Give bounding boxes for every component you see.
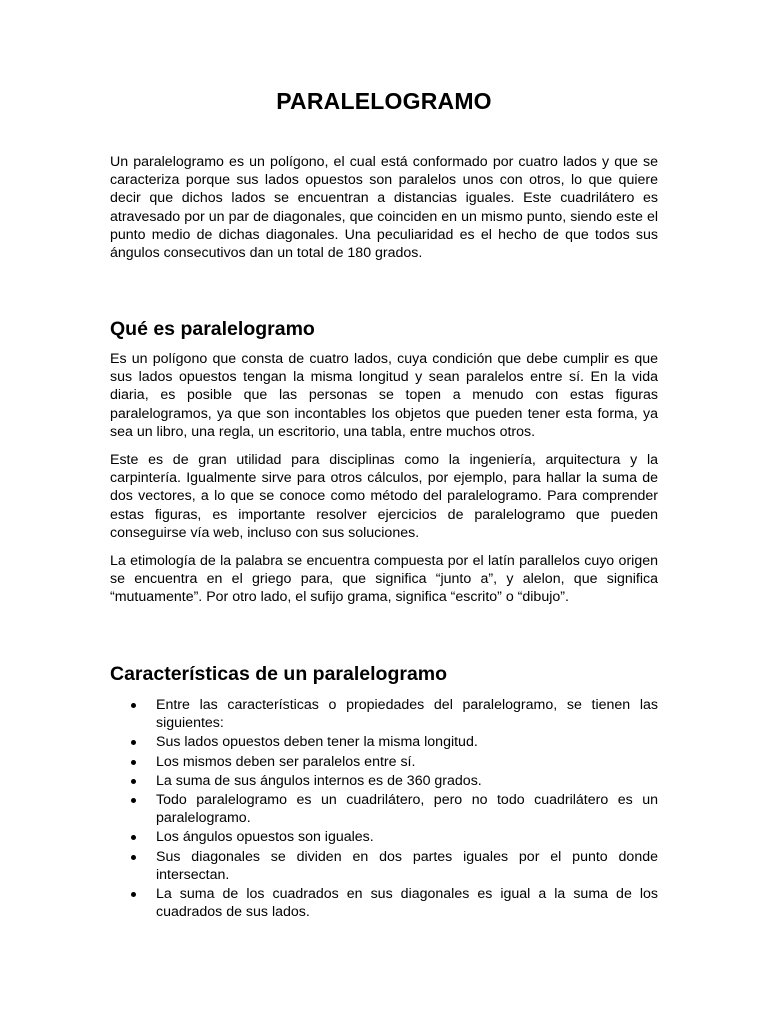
list-item-text: Sus diagonales se dividen en dos partes iguales por el punto donde intersectan. [156, 848, 658, 883]
list-item-text: Sus lados opuestos deben tener la misma longitud. [156, 734, 478, 751]
list-item-text: Los ángulos opuestos son iguales. [156, 829, 374, 846]
list-item-text: Todo paralelogramo es un cuadrilátero, pero no todo cuadrilátero es un paralelogramo. [156, 792, 658, 827]
bullet-icon [131, 798, 136, 803]
paragraph: La etimología de la palabra se encuentra compuesta por el latín parallelos cuyo origen se encuentra en el griego para, que significa “junto a”, y alelon, que significa “mutuamente”. Por otro lado, el sufijo grama, significa “escrito” o “dibujo”. [110, 553, 658, 606]
paragraph: Es un polígono que consta de cuatro lados, cuya condición que debe cumplir es que sus lados opuestos tengan la misma longitud y sean paralelos entre sí. En la vida diaria, es posible que las personas se topen a menudo con estas figuras paralelogramos, ya que son incontables los objetos que pueden tener esta forma, ya sea un libro, una regla, un escritorio, una tabla, entre muchos otros. [110, 351, 658, 440]
list-item [110, 848, 658, 884]
bullet-icon [131, 855, 136, 860]
list-item [110, 828, 658, 846]
list-item [110, 885, 658, 921]
bullet-icon [131, 892, 136, 897]
bullet-icon [131, 835, 136, 840]
section-heading-que-es: Qué es paralelogramo [110, 318, 315, 340]
list-item [110, 772, 658, 790]
list-item [110, 733, 658, 751]
bullet-icon [131, 779, 136, 784]
document-title: PARALELOGRAMO [276, 88, 492, 114]
list-item [110, 696, 658, 732]
paragraph: Este es de gran utilidad para disciplinas como la ingeniería, arquitectura y la carpintería. Igualmente sirve para otros cálculos, por ejemplo, para hallar la suma de dos vectores, a lo que se conoce como método del paralelogramo. Para comprender estas figuras, es importante resolver ejercicios de paralelogramo que pueden conseguirse vía web, incluso con sus soluciones. [110, 452, 658, 541]
list-item-text: Los mismos deben ser paralelos entre sí. [156, 753, 416, 770]
list-item-text: La suma de los cuadrados en sus diagonales es igual a la suma de los cuadrados de sus lados. [156, 886, 658, 921]
list-item-text: La suma de sus ángulos internos es de 360 grados. [156, 772, 482, 789]
list-item-text: Entre las características o propiedades del paralelogramo, se tienen las siguientes: [156, 697, 658, 732]
characteristics-list [110, 696, 658, 922]
intro-paragraph: Un paralelogramo es un polígono, el cual está conformado por cuatro lados y que se caracteriza porque sus lados opuestos son paralelos unos con otros, lo que quiere decir que dichos lados se encuentran a distancias iguales. Este cuadrilátero es atravesado por un par de diagonales, que coinciden en un mismo punto, siendo este el punto medio de dichas diagonales. Una peculiaridad es el hecho de que todos sus ángulos consecutivos dan un total de 180 grados. [110, 154, 658, 262]
section-heading-caracteristicas: Características de un paralelogramo [110, 663, 448, 685]
list-item [110, 753, 658, 771]
bullet-icon [131, 740, 136, 745]
list-item [110, 791, 658, 827]
bullet-icon [131, 760, 136, 765]
bullet-icon [131, 703, 136, 708]
